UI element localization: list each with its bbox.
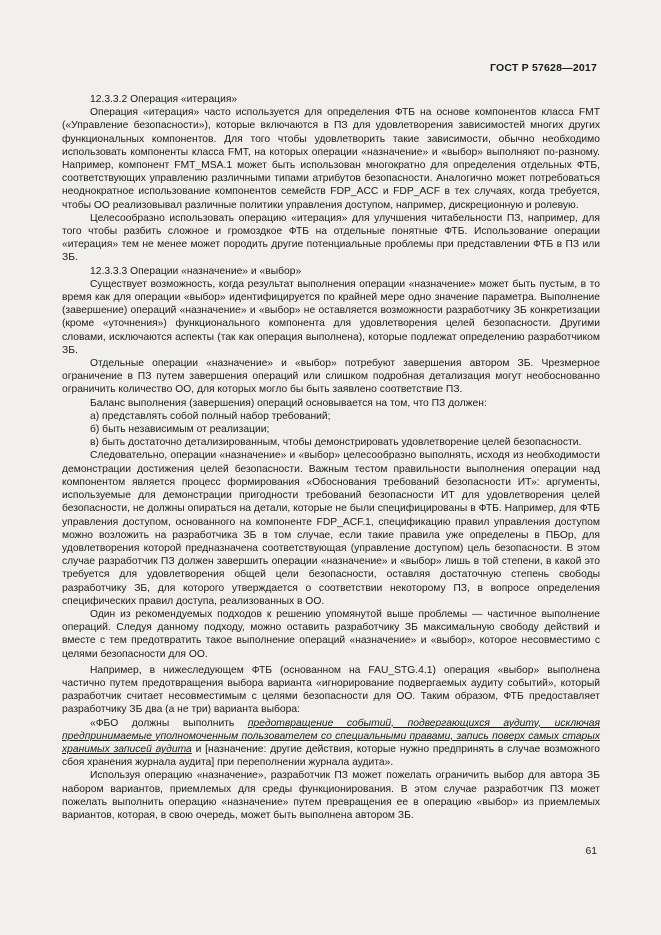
quote-selection: предотвращение событий, подвергающихся аудиту, исключая предпринимаемые уполномоченным пользователем со специальными правами, запись поверх самых старых хранимых записей аудита — [62, 717, 600, 755]
paragraph: Один из рекомендуемых подходов к решению упомянутой выше проблемы — частичное выполнение операций. Следуя данному подходу, можно оставить разработчику ЗБ максимальную свободу действий и вместе с тем предотвратить такое выполнение операций «назначение» и «выбор», которое несовместимо с целями безопасности для ОО. — [62, 608, 600, 660]
quoted-requirement — [62, 717, 600, 770]
final-paragraph: Используя операцию «назначение», разработчик ПЗ может пожелать ограничить выбор для автора ЗБ набором вариантов, приемлемых для среды функционирования. В этом случае разработчик ПЗ может пожелать выполнить операцию «назначение» путем превращения ее в операцию «выбор» из приемлемых вариантов, которая, в свою очередь, может быть выполнена автором ЗБ. — [62, 770, 600, 821]
list-item: а) представлять собой полный набор требований; — [90, 410, 331, 422]
document-header: ГОСТ Р 57628—2017 — [489, 62, 597, 74]
list-item: б) быть независимым от реализации; — [90, 424, 270, 436]
page-number: 61 — [585, 846, 597, 857]
quote-after: и [назначение: другие действия, которые нужно предпринять в случае возможного сбоя хранения журнала аудита] при переполнении журнала аудита». — [62, 743, 601, 769]
paragraph: 12.3.3.2 Операция «итерация» — [90, 94, 238, 105]
paragraph-list — [62, 93, 600, 717]
paragraph: 12.3.3.3 Операции «назначение» и «выбор» — [90, 265, 302, 277]
paragraph: Существует возможность, когда результат выполнения операции «назначение» может быть пустым, в то время как для операции «выбор» идентифицируется по крайней мере одно значение параметра. Выполнение (завершение) операций «назначение» и «выбор» не оставляется возможности разработчику ЗБ конкретизации (кроме «уточнения») функционального компонента для удовлетворения целей безопасности. Другими словами, исключаются аспекты (так как операция выполнена), которые подлежат определению разработчиком ЗБ. — [62, 278, 600, 356]
list-item: в) быть достаточно детализированным, чтобы демонстрировать удовлетворение целей безопасности. — [90, 437, 582, 449]
paragraph: Целесообразно использовать операцию «итерация» для улучшения читабельности ПЗ, например, для того чтобы разбить сложное и громоздкое ФТБ на отдельные понятные ФТБ. Использование операции «итерация» тем не менее может породить другие потенциальные проблемы при представлении ФТБ в ПЗ или ЗБ. — [62, 212, 600, 264]
paragraph: Например, в нижеследующем ФТБ (основанном на FAU_STG.4.1) операция «выбор» выполнена частично путем предотвращения выбора варианта «игнорирование подвергаемых аудиту событий», который разработчик считает несовместимым с целями безопасности для ОО. Таким образом, ФТБ предоставляет разработчику ЗБ два (а не три) варианта выбора: — [62, 664, 600, 716]
paragraph: Следовательно, операции «назначение» и «выбор» целесообразно выполнять, исходя из необходимости демонстрации достижения целей безопасности. Важным тестом правильности выполнения операции над компонентом является процесс формирования «Обоснования требований безопасности ИТ»: аргументы, используемые для демонстрации пригодности требований безопасности ИТ для удовлетворения целей безопасности, не должны опираться на детали, которые не были специфицированы в ФТБ. Например, для ФТБ управления доступом, основанного на компоненте FDP_ACF.1, спецификацию правил управления доступом можно возложить на разработчика ЗБ в том случае, если такие правила уже определены в ПБОр, для удовлетворения которой предназначена соответствующая (управление доступом) цель безопасности. В этом случае разработчик ПЗ должен завершить операции «назначение» и «выбор» лишь в той степени, в какой это требуется для удовлетворения общей цели безопасности, оставляя достаточную степень свободы разработчику ЗБ, для которого утверждается о соответствии некоторому ПЗ, в вопросе определения специфических правил доступа, реализованных в ОО. — [62, 450, 600, 607]
paragraph: Баланс выполнения (завершения) операций основывается на том, что ПЗ должен: — [90, 397, 487, 409]
quote-before: «ФБО должны выполнить — [90, 717, 248, 729]
paragraph: Отдельные операции «назначение» и «выбор» потребуют завершения автором ЗБ. Чрезмерное ограничение в ПЗ путем завершения операций или слишком подробная детализация могут необоснованно ограничить количество ОО, для которых могло бы быть заявлено соответствие ПЗ. — [62, 358, 600, 396]
paragraph: Операция «итерация» часто используется для определения ФТБ на основе компонентов класса FMT («Управление безопасности»), которые включаются в ПЗ для удовлетворения зависимостей многих других функциональных компонентов. Для того чтобы удовлетворить такие зависимости, обычно необходимо использовать компоненты класса FMT, на которых операции «назначение» и «выбор» выполняют по-разному. Например, компонент FMT_MSA.1 может быть использован многократно для определения отдельных ФТБ, соответствующих управлению различными типами атрибутов безопасности. Аналогично может потребоваться неоднократное использование компонентов семейств FDP_ACC и FDP_ACF в тех случаях, когда требуется, чтобы ОО реализовывал различные политики управления доступом, например, дискреционную и ролевую. — [62, 107, 600, 211]
document-body — [62, 93, 600, 822]
